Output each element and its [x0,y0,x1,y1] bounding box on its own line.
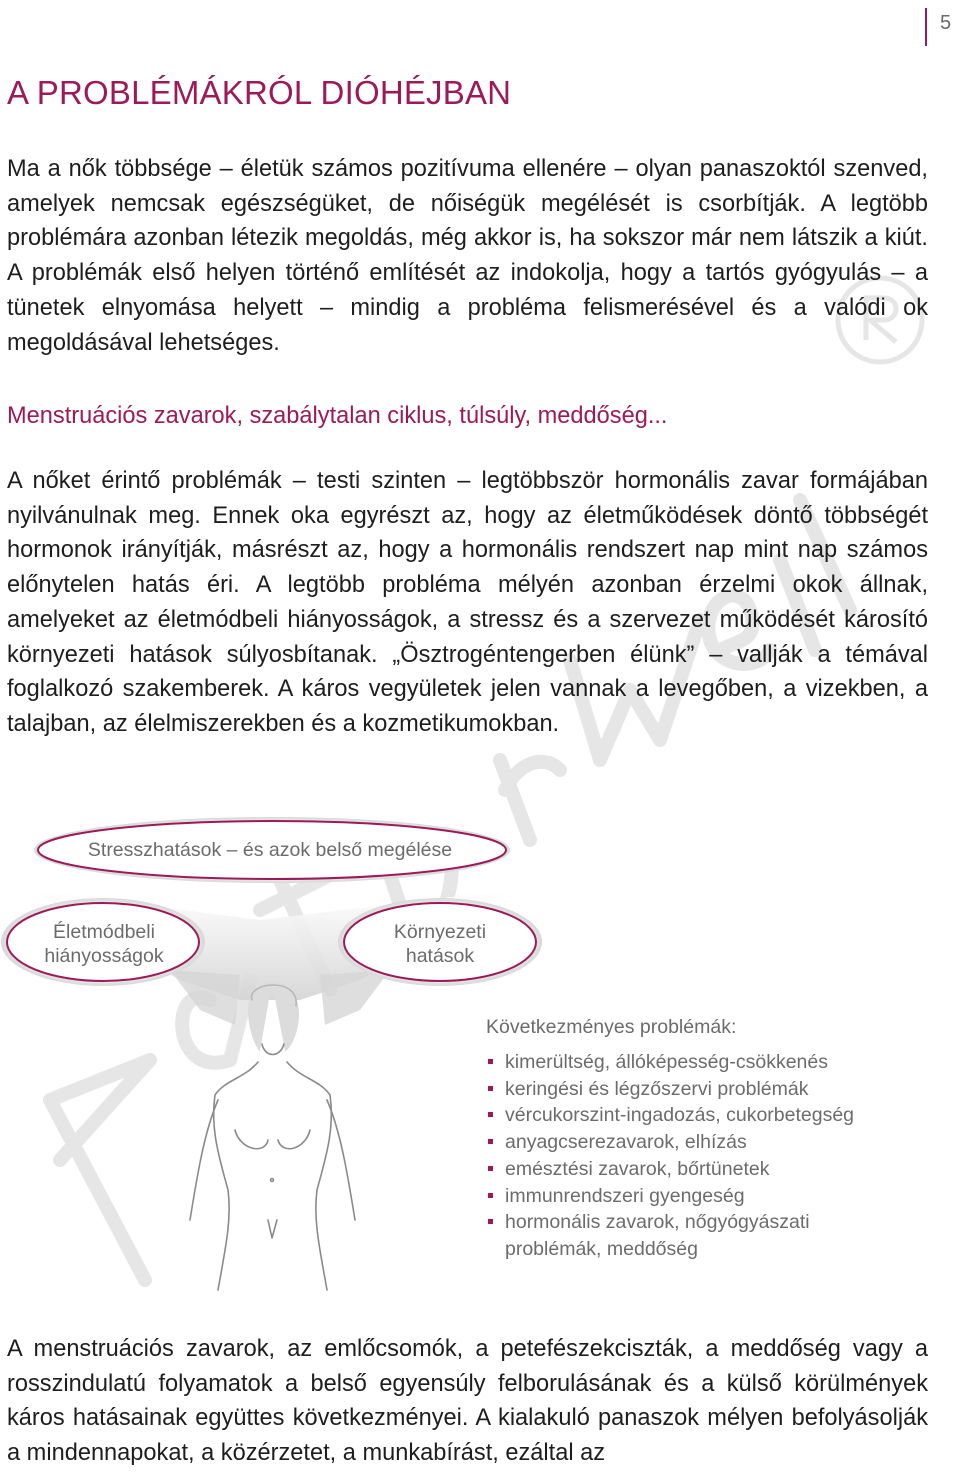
arrow-left [170,970,240,1025]
page-title: A PROBLÉMÁKRÓL DIÓHÉJBAN [7,74,512,111]
page-number-rule [925,8,927,46]
environment-label-line2: hatások [405,945,475,967]
environment-label [345,920,535,968]
lifestyle-label [8,920,200,968]
list-item-continuation: problémák, meddőség [505,1237,698,1260]
bullet-icon [488,1139,493,1144]
bullet-icon [488,1193,493,1198]
lifestyle-label-line2: hiányosságok [44,945,164,967]
section-subheading: Menstruációs zavarok, szabálytalan ciklus, túlsúly, meddőség... [7,403,668,429]
consequences-list [486,1049,926,1263]
list-item: kimerültség, állóképesség-csökkenés [486,1049,926,1076]
consequences-title: Következményes problémák: [486,1016,737,1038]
stress-label: Stresszhatások – és azok belső megélése [87,839,453,861]
list-item: immunrendszeri gyengeség [486,1183,926,1210]
closing-paragraph: A menstruációs zavarok, az emlőcsomók, a petefészekciszták, a meddőség vagy a rosszindulatú folyamatok a belső egyensúly felborulásának és a külső körülmények káros hatásainak együttes következményei. A kialakuló panaszok mélyen befolyásolják a mindennapokat, a közérzetet, a munkabírást, ezáltal az [7,1336,928,1467]
female-silhouette [190,982,355,1290]
intro-paragraph: Ma a nők többsége – életük számos pozitívuma ellenére – olyan panaszoktól szenved, amelyek nemcsak egészségüket, de nőiségük megélését is csorbítják. A legtöbb problémára azonban létezik megoldás, még akkor is, ha sokszor már nem látszik a kiút. A problémák első helyen történő említését az indokolja, hogy a tartós gyógyulás – a tünetek elnyomása helyett – mindig a probléma felismerésével és a valódi ok megoldásával lehetséges. [7,156,928,356]
arrow-right [320,970,390,1025]
bullet-icon [488,1086,493,1091]
list-item: emésztési zavarok, bőrtünetek [486,1156,926,1183]
body-paragraph: A nőket érintő problémák – testi szinten – legtöbbször hormonális zavar formájában nyilvánulnak meg. Ennek oka egyrészt az, hogy az életműködések döntő többségét hormonok irányítják, másrészt az, hogy a hormonális rendszert nap mint nap számos előnytelen hatás éri. A legtöbb probléma mélyén azonban érzelmi okok állnak, amelyeket az életmódbeli hiányosságok, a stressz és a szervezet működését károsító környezeti hatások súlyosbítanak. „Ösztrogéntengerben élünk” – vallják a témával foglalkozó szakemberek. A káros vegyületek jelen vannak a levegőben, a vizekben, a talajban, az élelmiszerekben és a kozmetikumokban. [7,468,928,737]
bullet-icon [488,1166,493,1171]
list-item: vércukorszint-ingadozás, cukorbetegség [486,1102,926,1129]
consequences-box [486,1016,926,1263]
bullet-icon [488,1219,493,1224]
list-item: hormonális zavarok, nőgyógyászati [486,1209,926,1236]
bullet-icon [488,1112,493,1117]
bullet-icon [488,1059,493,1064]
page-number: 5 [940,12,952,34]
lifestyle-label-line1: Életmódbeli [53,921,155,943]
list-item: anyagcserezavarok, elhízás [486,1129,926,1156]
list-item: keringési és légzőszervi problémák [486,1076,926,1103]
environment-label-line1: Környezeti [393,921,487,943]
